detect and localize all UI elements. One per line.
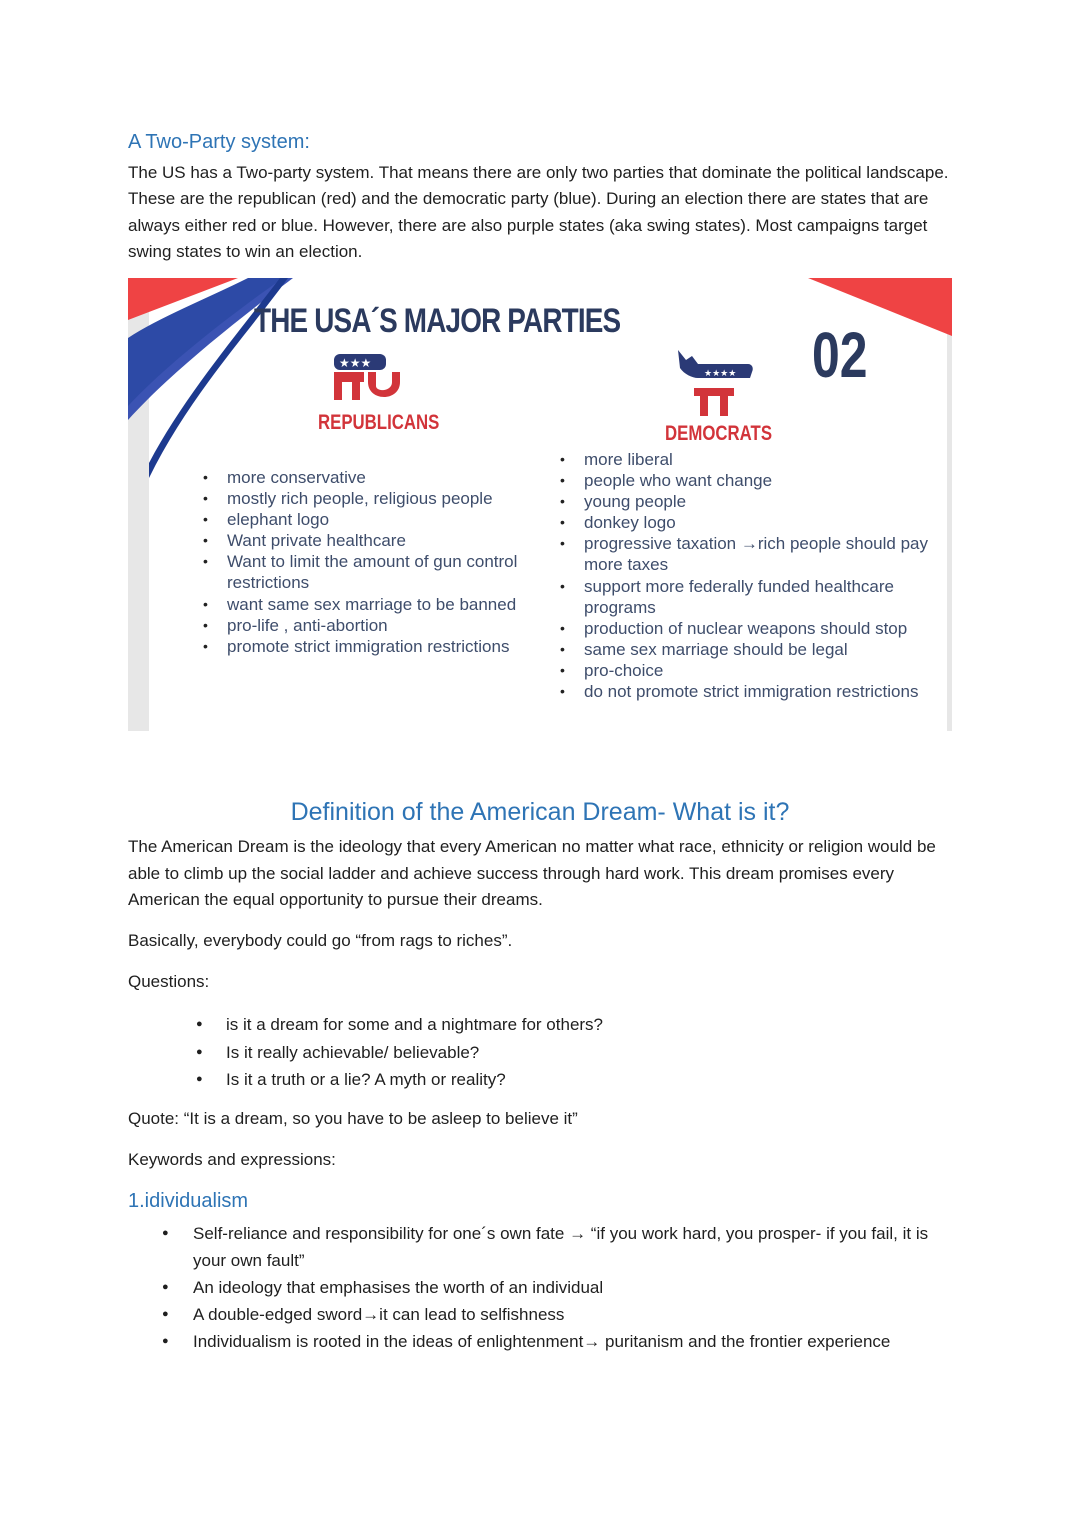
list-item: • young people bbox=[584, 491, 944, 512]
list-item: • Want private healthcare bbox=[227, 530, 557, 551]
keywords-label: Keywords and expressions: bbox=[128, 1150, 336, 1169]
list-item: • mostly rich people, religious people bbox=[227, 488, 557, 509]
list-item: ● Individualism is rooted in the ideas of enlightenment→ puritanism and the frontier experience bbox=[193, 1328, 943, 1355]
republicans-list bbox=[227, 467, 557, 657]
list-item: • production of nuclear weapons should stop bbox=[584, 618, 944, 639]
rags-to-riches-line: Basically, everybody could go “from rags to riches”. bbox=[128, 931, 513, 950]
list-item: • promote strict immigration restrictions bbox=[227, 636, 557, 657]
questions-label: Questions: bbox=[128, 972, 210, 991]
american-dream-paragraph: The American Dream is the ideology that every American no matter what race, ethnicity or religion would be able to climb up the social ladder and achieve success through hard work. This dream promises every American the equal opportunity to pursue their dreams. bbox=[128, 837, 936, 909]
list-item: • people who want change bbox=[584, 470, 944, 491]
list-item: • do not promote strict immigration restrictions bbox=[584, 681, 944, 702]
list-item: • elephant logo bbox=[227, 509, 557, 530]
individualism-list bbox=[193, 1220, 943, 1355]
list-item: • progressive taxation →rich people should pay more taxes bbox=[584, 533, 944, 575]
democrats-list bbox=[584, 449, 944, 702]
questions-list bbox=[226, 1011, 603, 1094]
section-heading-american-dream: Definition of the American Dream- What is it? bbox=[290, 798, 790, 826]
list-item: • donkey logo bbox=[584, 512, 944, 533]
list-item: • more liberal bbox=[584, 449, 944, 470]
section-heading-two-party: A Two-Party system: bbox=[128, 131, 310, 153]
svg-text:★★★: ★★★ bbox=[339, 356, 372, 370]
list-item: ● is it a dream for some and a nightmare for others? bbox=[226, 1011, 603, 1039]
list-item: ● Is it really achievable/ believable? bbox=[226, 1039, 603, 1067]
list-item: • want same sex marriage to be banned bbox=[227, 594, 557, 615]
republicans-label: REPUBLICANS bbox=[318, 411, 440, 434]
list-item: • pro-life , anti-abortion bbox=[227, 615, 557, 636]
quote-line: Quote: “It is a dream, so you have to be asleep to believe it” bbox=[128, 1109, 578, 1128]
svg-text:★★★★: ★★★★ bbox=[704, 369, 737, 379]
slide-title: THE USA´S MAJOR PARTIES bbox=[254, 302, 621, 340]
list-item: • support more federally funded healthcare programs bbox=[584, 576, 944, 618]
list-item: ● Self-reliance and responsibility for one´s own fate → “if you work hard, you prosper- if you fail, it is your own fault” bbox=[193, 1220, 943, 1274]
elephant-logo-icon bbox=[332, 352, 404, 406]
list-item: ● An ideology that emphasises the worth of an individual bbox=[193, 1274, 943, 1301]
democrats-label: DEMOCRATS bbox=[665, 422, 773, 445]
section-heading-individualism: 1.idividualism bbox=[128, 1190, 249, 1212]
list-item: • pro-choice bbox=[584, 660, 944, 681]
list-item: ● Is it a truth or a lie? A myth or reality? bbox=[226, 1066, 603, 1094]
donkey-logo-icon bbox=[674, 346, 756, 420]
slide-number: 02 bbox=[812, 319, 868, 391]
list-item: • more conservative bbox=[227, 467, 557, 488]
list-item: • same sex marriage should be legal bbox=[584, 639, 944, 660]
list-item: • Want to limit the amount of gun control restrictions bbox=[227, 551, 557, 593]
list-item: ● A double-edged sword→it can lead to selfishness bbox=[193, 1301, 943, 1328]
two-party-paragraph: The US has a Two-party system. That means there are only two parties that dominate the political landscape. These are the republican (red) and the democratic party (blue). During an election there are states that are always either red or blue. However, there are also purple states (aka swing states). Most campaigns target swing states to win an election. bbox=[128, 163, 949, 261]
